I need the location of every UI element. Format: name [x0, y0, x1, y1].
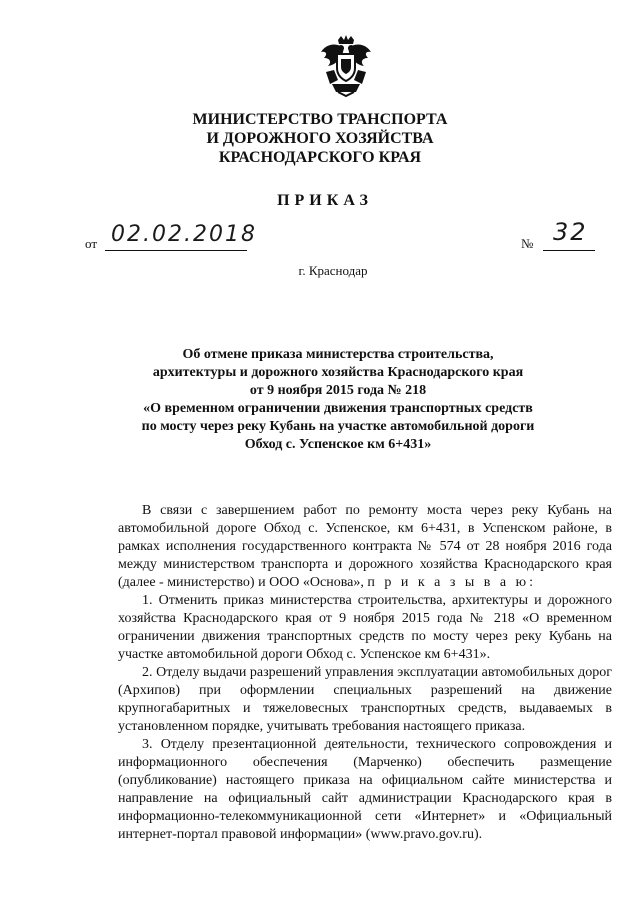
- subject-line-1: Об отмене приказа министерства строительства,: [182, 347, 494, 362]
- ministry-line-1: МИНИСТЕРСТВО ТРАНСПОРТА: [192, 111, 448, 128]
- order-item-1: 1. Отменить приказ министерства строительства, архитектуры и дорожного хозяйства Краснодарского края от 9 ноября 2015 года № 218 «О временном ограничении движения транспортных средств по мосту через реку Кубань на участке автомобильной дороги Обход с. Успенское км 6+431».: [118, 593, 612, 662]
- document-type-title: ПРИКАЗ: [277, 192, 373, 209]
- ministry-line-2: И ДОРОЖНОГО ХОЗЯЙСТВА: [206, 130, 434, 147]
- number-underline: [543, 250, 595, 251]
- intro-paragraph: [118, 502, 612, 592]
- city-label: г. Краснодар: [298, 263, 368, 278]
- order-subject: [0, 346, 640, 454]
- ministry-line-3: КРАСНОДАРСКОГО КРАЯ: [218, 149, 422, 166]
- subject-line-6: Обход с. Успенское км 6+431»: [244, 437, 432, 452]
- subject-line-2: архитектуры и дорожного хозяйства Краснодарского края: [152, 365, 524, 380]
- ministry-name: [0, 110, 640, 167]
- handwritten-date: 02.02.2018: [111, 222, 257, 247]
- coat-of-arms-icon: [318, 34, 374, 98]
- order-body: [118, 502, 612, 844]
- subject-line-3: от 9 ноября 2015 года № 218: [249, 383, 427, 398]
- subject-line-4: «О временном ограничении движения транспортных средств: [143, 401, 533, 416]
- handwritten-number: 32: [553, 218, 588, 246]
- order-verb: п р и к а з ы в а ю:: [367, 575, 536, 590]
- date-number-row: [85, 218, 593, 258]
- intro-text: В связи с завершением работ по ремонту моста через реку Кубань на автомобильной дороге Обход с. Успенское, км 6+431, в Успенском районе, в рамках исполнения государственного контракта № 574 от 28 ноября 2016 года между министерством транспорта и дорожного хозяйства Краснодарского края (далее - министерство) и ООО «Основа»,: [118, 503, 612, 590]
- number-prefix: №: [521, 236, 534, 251]
- date-underline: [105, 250, 247, 251]
- order-item-2: 2. Отделу выдачи разрешений управления эксплуатации автомобильных дорог (Архипов) при оформлении специальных разрешений на движение крупногабаритных и тяжеловесных транспортных средств, выдаваемых в установленном порядке, учитывать требования настоящего приказа.: [118, 665, 612, 734]
- subject-line-5: по мосту через реку Кубань на участке автомобильной дороги: [141, 419, 535, 434]
- order-item-3: 3. Отделу презентационной деятельности, технического сопровождения и информационного обеспечения (Марченко) обеспечить размещение (опубликование) настоящего приказа на официальном сайте министерства и направление на официальный сайт администрации Краснодарского края в информационно-телекоммуникационной сети «Интернет» и «Официальный интернет-портал правовой информации» (www.pravo.gov.ru).: [118, 737, 612, 842]
- date-prefix: от: [85, 236, 98, 251]
